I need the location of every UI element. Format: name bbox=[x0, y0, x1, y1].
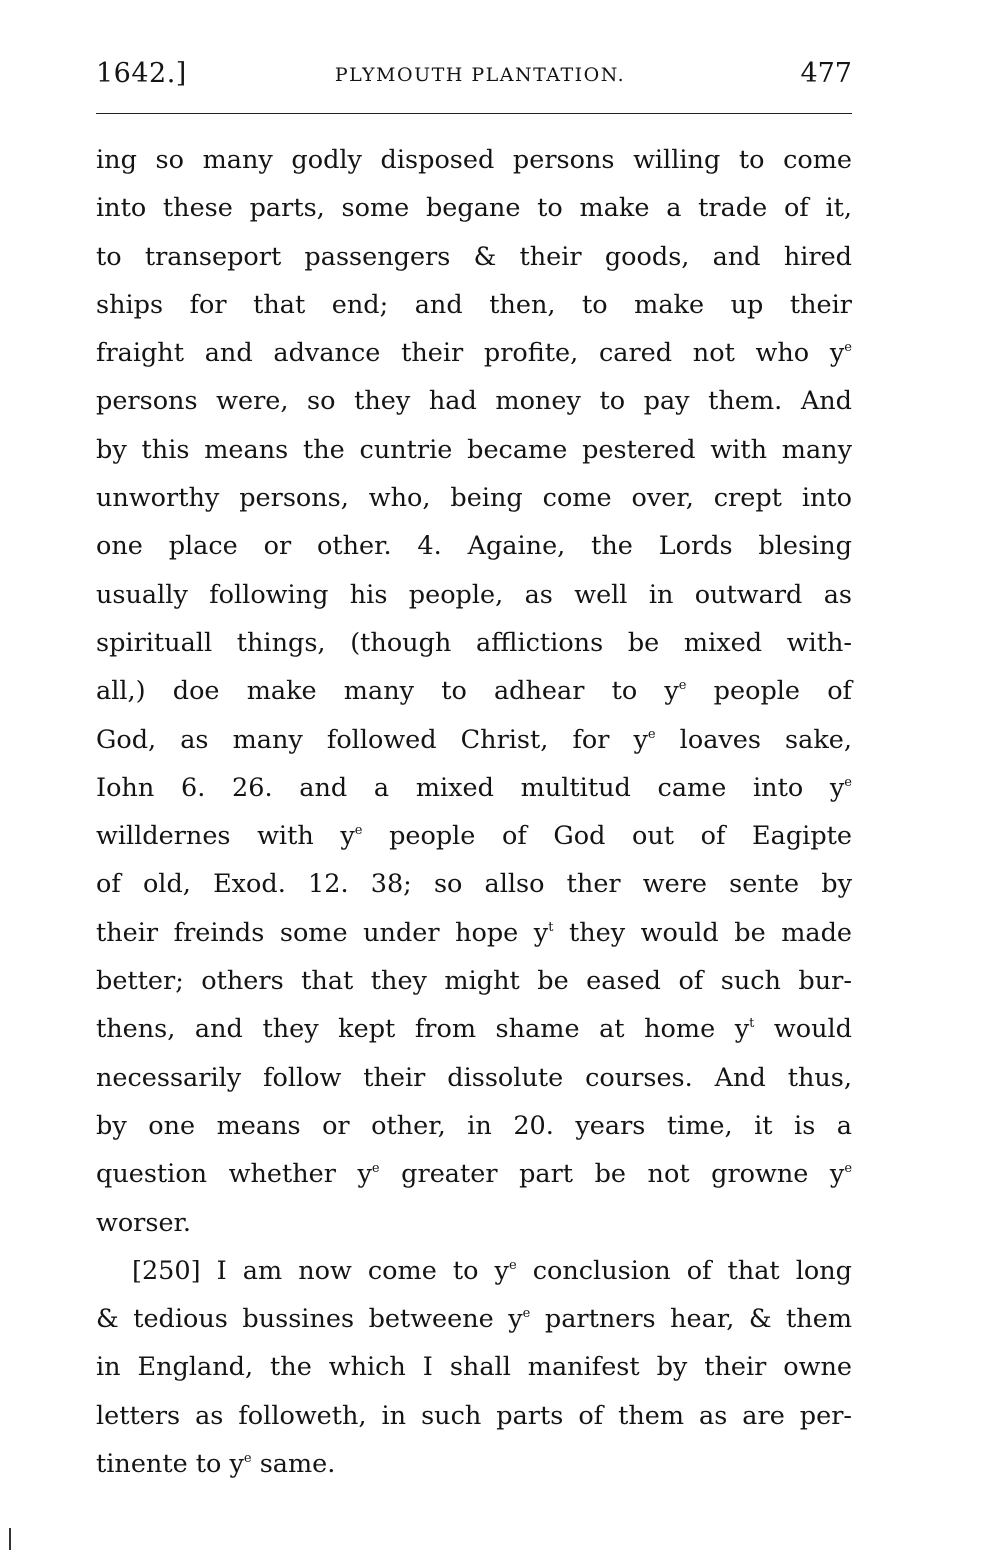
text-line: & tedious bussines betweene $y^e$ partners hear, & them bbox=[96, 1304, 852, 1335]
text-line: by this means the cuntrie became pestered with many bbox=[96, 434, 852, 465]
running-head bbox=[96, 58, 852, 98]
running-head-year: 1642.] bbox=[96, 58, 187, 89]
text-line: unworthy persons, who, being come over, crept into bbox=[96, 483, 852, 514]
text-line: in England, the which I shall manifest by their owne bbox=[96, 1352, 852, 1383]
paragraph-end-line: tinente to $y^e$ same. bbox=[96, 1449, 336, 1480]
text-line: letters as followeth, in such parts of them as are per- bbox=[96, 1400, 852, 1431]
text-line: persons were, so they had money to pay them. And bbox=[96, 386, 852, 417]
text-line: fraight and advance their profite, cared not who $y^e$ bbox=[96, 338, 852, 369]
text-line: thens, and they kept from shame at home $y^t$ would bbox=[96, 1014, 852, 1045]
text-line: of old, Exod. 12. 38; so allso ther were sente by bbox=[96, 869, 852, 900]
text-line: spirituall things, (though afflictions be mixed with- bbox=[96, 627, 852, 658]
text-line: to transeport passengers & their goods, and hired bbox=[96, 241, 852, 272]
text-line: ships for that end; and then, to make up their bbox=[96, 289, 852, 320]
text-line: God, as many followed Christ, for $y^e$ loaves sake, bbox=[96, 724, 852, 755]
text-line: Iohn 6. 26. and a mixed multitud came into $y^e$ bbox=[96, 772, 852, 803]
text-line: into these parts, some begane to make a trade of it, bbox=[96, 193, 852, 224]
running-head-title: PLYMOUTH PLANTATION. bbox=[334, 64, 626, 86]
body-text bbox=[96, 136, 852, 1488]
gutter-mark bbox=[9, 1528, 11, 1550]
text-line: better; others that they might be eased of such bur- bbox=[96, 966, 852, 997]
text-line: all,) doe make many to adhear to $y^e$ people of bbox=[96, 676, 852, 707]
text-line: willdernes with $y^e$ people of God out of Eagipte bbox=[96, 821, 852, 852]
text-line: one place or other. 4. Againe, the Lords blesing bbox=[96, 531, 852, 562]
page-number: 477 bbox=[800, 58, 852, 89]
paragraph-end-line: worser. bbox=[96, 1207, 192, 1238]
text-line: ing so many godly disposed persons willing to come bbox=[96, 145, 852, 175]
text-line: by one means or other, in 20. years time, it is a bbox=[96, 1110, 852, 1141]
text-line: their freinds some under hope $y^t$ they would be made bbox=[96, 917, 852, 948]
text-line: necessarily follow their dissolute courses. And thus, bbox=[96, 1062, 852, 1093]
paragraph-start-line: [250] I am now come to $y^e$ conclusion of that long bbox=[132, 1255, 853, 1286]
header-rule bbox=[96, 113, 852, 114]
text-line: usually following his people, as well in outward as bbox=[96, 579, 852, 610]
text-line: question whether $y^e$ greater part be not growne $y^e$ bbox=[96, 1159, 853, 1190]
